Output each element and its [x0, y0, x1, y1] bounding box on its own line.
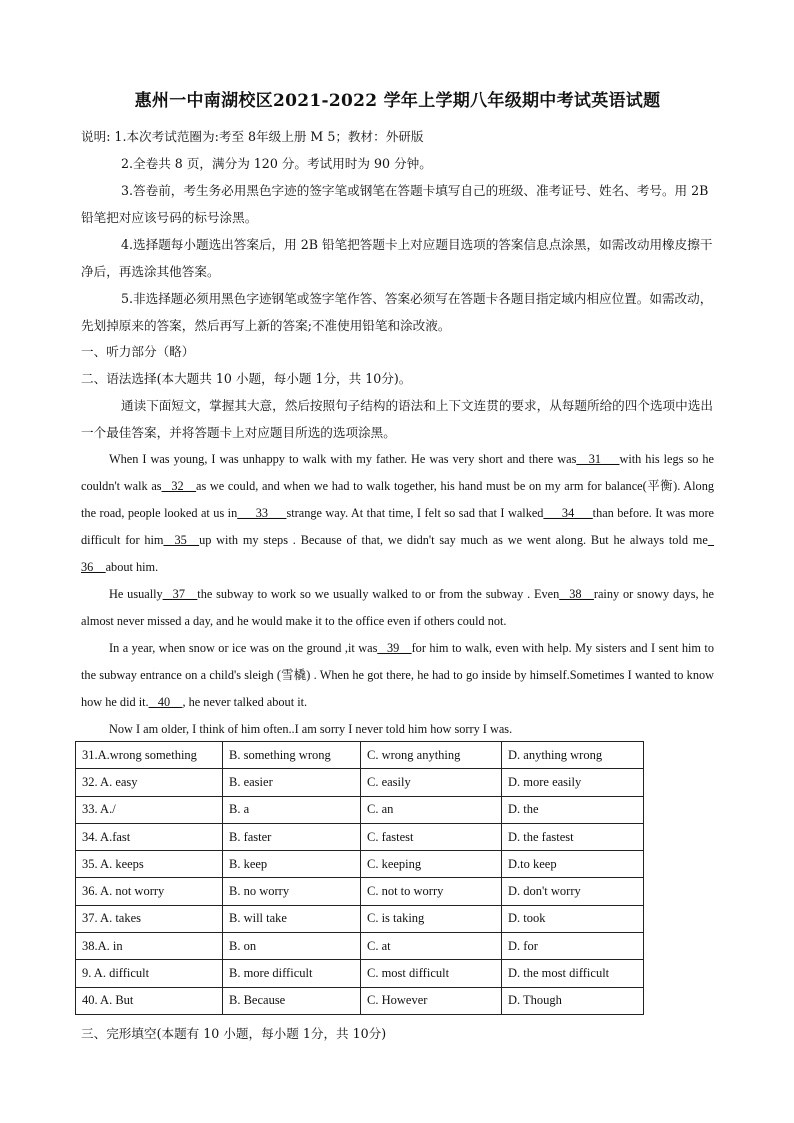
option-cell: 38.A. in	[76, 933, 223, 960]
passage-text: with his legs so he couldn't walk as	[81, 452, 714, 493]
answer-options-table	[75, 741, 644, 1015]
note-1: 说明: 1.本次考试范圈为:考至 8年级上册 M 5；教材：外研版	[81, 129, 424, 144]
passage-text: In a year, when snow or ice was on the ground ,it was	[109, 641, 378, 655]
passage-text: than before. It was more difficult for him	[81, 506, 714, 547]
option-cell: 32. A. easy	[76, 769, 223, 796]
passage-text: up with my steps . Because of that, we didn't say much as we went along. But he always told me	[199, 533, 708, 547]
blank-35: _ 35__	[163, 533, 200, 547]
option-cell: B. a	[223, 796, 361, 823]
section-cloze-heading: 三、完形填空(本题有 10 小题，每小题 1分，共 10分)	[81, 1026, 387, 1041]
passage-text: When I was young, I was unhappy to walk with my father. He was very short and there was	[109, 452, 577, 466]
passage-paragraph-2	[81, 581, 714, 635]
option-cell: C. is taking	[361, 905, 502, 932]
option-cell: 40. A. But	[76, 987, 223, 1014]
passage-paragraph-3	[81, 635, 714, 716]
option-row	[76, 769, 644, 796]
option-cell: C. not to worry	[361, 878, 502, 905]
option-cell: 35. A. keeps	[76, 851, 223, 878]
option-cell: C. However	[361, 987, 502, 1014]
note-3: 3.答卷前，考生务必用黑色字迹的签字笔或钢笔在答题卡填写自己的班级、准考证号、姓名、考号。用 2B 铅笔把对应该号码的标号涂黑。	[81, 183, 709, 225]
option-cell: C. at	[361, 933, 502, 960]
option-cell: D. more easily	[502, 769, 644, 796]
blank-40: _ 40__	[148, 695, 183, 709]
passage-text: strange way. At that time, I felt so sad that I walked	[286, 506, 544, 520]
option-cell: D. the fastest	[502, 823, 644, 850]
note-5: 5.非选择题必须用黑色字迹钢笔或签字笔作答、答案必须写在答题卡各题目指定域内相应位置。如需改动，先划掉原来的答案，然后再写上新的答案;不准使用铅笔和涂改液。	[81, 291, 713, 333]
option-cell: C. keeping	[361, 851, 502, 878]
passage-text: for him to walk, even with help. My sisters and I sent him to the subway entrance on a child's sleigh (雪橇) . When he got there, he had to go inside by himself.Sometimes I wanted to know how he did it.	[81, 641, 714, 709]
blank-36: _ 36__	[81, 533, 714, 574]
passage-paragraph-1	[81, 446, 714, 581]
option-cell: C. most difficult	[361, 960, 502, 987]
section-grammar-instruction: 通读下面短文，掌握其大意，然后按照句子结构的语法和上下文连贯的要求，从每题所给的四个选项中选出一个最佳答案，并将答题卡上对应题目所选的选项涂黑。	[81, 398, 713, 440]
option-row	[76, 905, 644, 932]
option-cell: B. will take	[223, 905, 361, 932]
passage-text: He usually	[109, 587, 163, 601]
option-row	[76, 796, 644, 823]
passage-text: rainy or snowy days, he almost never missed a day, and he would make it to the office even if others could not.	[81, 587, 715, 628]
option-cell: 9. A. difficult	[76, 960, 223, 987]
option-row	[76, 960, 644, 987]
option-cell: D.to keep	[502, 851, 644, 878]
blank-37: _ 37__	[162, 587, 198, 601]
option-cell: D. the most difficult	[502, 960, 644, 987]
passage-text: , he never talked about it.	[182, 695, 308, 709]
option-cell: C. wrong anything	[361, 742, 502, 769]
option-cell: B. easier	[223, 769, 361, 796]
option-cell: C. easily	[361, 769, 502, 796]
option-cell: D. for	[502, 933, 644, 960]
option-row	[76, 933, 644, 960]
blank-34: ___34___	[543, 506, 593, 520]
option-cell: D. the	[502, 796, 644, 823]
exam-title: 惠州一中南湖校区2021-2022 学年上学期八年级期中考试英语试题	[134, 91, 661, 111]
passage-text: about him.	[105, 560, 159, 574]
option-cell: D. Though	[502, 987, 644, 1014]
blank-38: _ 38__	[559, 587, 594, 601]
blank-39: _ 39__	[377, 641, 412, 655]
option-cell: B. no worry	[223, 878, 361, 905]
option-cell: B. on	[223, 933, 361, 960]
blank-33: ___33___	[237, 506, 287, 520]
option-cell: B. Because	[223, 987, 361, 1014]
option-row	[76, 823, 644, 850]
option-row	[76, 987, 644, 1014]
option-cell: 36. A. not worry	[76, 878, 223, 905]
section-listening-heading: 一、听力部分（略）	[81, 344, 195, 359]
option-cell: B. keep	[223, 851, 361, 878]
blank-32: _ 32__	[161, 479, 197, 493]
option-cell: C. fastest	[361, 823, 502, 850]
exam-instructions	[81, 123, 714, 339]
blank-31: __31___	[576, 452, 620, 466]
option-cell: D. took	[502, 905, 644, 932]
option-cell: B. something wrong	[223, 742, 361, 769]
option-cell: 37. A. takes	[76, 905, 223, 932]
option-cell: D. don't worry	[502, 878, 644, 905]
passage-text: as we could, and when we had to walk together, his hand must be on my arm for balance(平衡). Along the road, people looked at us in	[81, 479, 714, 520]
option-cell: C. an	[361, 796, 502, 823]
note-4: 4.选择题每小题选出答案后，用 2B 铅笔把答题卡上对应题目选项的答案信息点涂黑，如需改动用橡皮擦干净后，再选涂其他答案。	[81, 237, 713, 279]
note-2: 2.全卷共 8 页，满分为 120 分。考试用时为 90 分钟。	[121, 156, 432, 171]
passage-paragraph-4: Now I am older, I think of him often..I am sorry I never told him how sorry I was.	[109, 722, 513, 736]
option-cell: D. anything wrong	[502, 742, 644, 769]
reading-passage	[81, 446, 714, 743]
option-cell: B. more difficult	[223, 960, 361, 987]
option-cell: 33. A./	[76, 796, 223, 823]
passage-text: the subway to work so we usually walked to or from the subway . Even	[197, 587, 560, 601]
option-cell: 31.A.wrong something	[76, 742, 223, 769]
option-row	[76, 742, 644, 769]
option-cell: B. faster	[223, 823, 361, 850]
option-row	[76, 851, 644, 878]
section-grammar-heading: 二、语法选择(本大题共 10 小题，每小题 1分，共 10分)。	[81, 371, 412, 386]
option-cell: 34. A.fast	[76, 823, 223, 850]
option-row	[76, 878, 644, 905]
